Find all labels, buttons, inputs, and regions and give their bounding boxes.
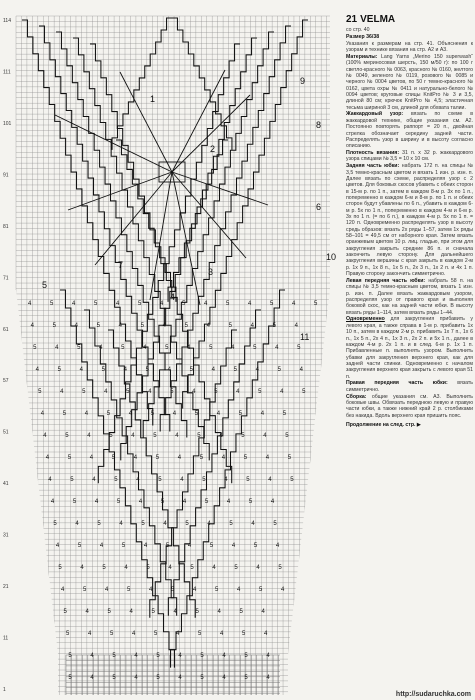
cell-symbol: 4 — [211, 367, 215, 373]
row-number: 41 — [3, 481, 9, 488]
assembly-text: общие указания см. А3. Выполнить боковые швы. Обвязать переднюю левую и правую части юбки, а также нижний край 2 р. столбиками без накида. Вдоль верхнего края пришить пояс. — [346, 393, 473, 419]
cell-symbol: 5 — [146, 565, 150, 571]
cell-symbol: 5 — [277, 367, 281, 373]
cell-symbol: 5 — [244, 653, 248, 659]
cell-symbol: 4 — [55, 543, 60, 549]
cell-symbol: 4 — [128, 411, 133, 417]
cell-symbol: 4 — [50, 499, 55, 505]
cell-symbol: 5 — [297, 345, 301, 351]
cell-symbol: 4 — [168, 565, 172, 571]
cell-symbol: 5 — [150, 411, 155, 417]
cell-symbol: 4 — [219, 433, 223, 439]
left-front-text: набрать 58 п. на спицы № 3,5 темно-красным цветом, вязать 1 изн. р. изн. п. Далее вязать жаккардовым узором, распределяя узор от правого края и выполняя боковой скос, как на задней части юбки. В высоту вязать ряды 1–114, затем вязать ряды 1–44. — [346, 277, 473, 316]
size-label: Размер — [346, 33, 365, 40]
cell-symbol: 4 — [74, 323, 78, 329]
cell-symbol: 5 — [97, 521, 101, 527]
cell-symbol: 4 — [192, 389, 196, 395]
cell-symbol: 4 — [187, 543, 192, 549]
cell-symbol: 4 — [60, 587, 65, 593]
cell-symbol: 5 — [126, 587, 131, 593]
cell-symbol: 5 — [285, 433, 289, 439]
cell-symbol: 5 — [112, 653, 116, 659]
size-value: 36/38 — [366, 33, 380, 40]
cell-symbol: 5 — [109, 433, 113, 439]
pattern-header — [346, 14, 473, 26]
cell-symbol: 5 — [239, 609, 243, 615]
cell-symbol: 4 — [264, 631, 268, 637]
cell-symbol: 5 — [58, 565, 62, 571]
cell-symbol: 5 — [66, 631, 70, 637]
cell-symbol: 5 — [209, 543, 214, 549]
cell-symbol: 4 — [148, 389, 152, 395]
cell-symbol: 4 — [206, 323, 210, 329]
jacquard-paragraph — [346, 111, 473, 149]
cell-symbol: 5 — [77, 345, 81, 351]
cell-symbol: 4 — [129, 609, 133, 615]
pattern-number: 21 — [346, 14, 358, 25]
cell-symbol: 5 — [141, 521, 145, 527]
cell-symbol: 5 — [238, 411, 243, 417]
cell-symbol: 5 — [121, 345, 125, 351]
cell-symbol: 4 — [187, 345, 191, 351]
density-text: 31 п. x 32 р. жаккардового узора спицами № 3,5 = 10 x 10 см. — [346, 150, 473, 163]
pattern-title: VELMA — [360, 14, 396, 25]
cell-symbol: 5 — [82, 389, 86, 395]
cell-symbol: 4 — [28, 301, 32, 307]
cell-symbol: 4 — [134, 653, 138, 659]
cell-symbol: 4 — [124, 565, 128, 571]
cell-symbol: 4 — [222, 653, 226, 659]
motif-label: 11 — [300, 332, 310, 342]
cell-symbol: 5 — [185, 521, 189, 527]
cell-symbol: 5 — [273, 521, 277, 527]
cell-symbol: 5 — [138, 301, 142, 307]
back-text: набрать 172 п. на спицы № 3,5 темно-красным цветом и вязать 1 изн. р. изн. п. Далее вязать по схеме, распределяя узор с 2 цветов. Для боковых скосов убавить с обеих сторон в 15-м р. по 1 п., затем в каждом 8-м р. 3x по 1 п., попеременно в каждом 6-м и 8-м р. по 1 п. и обеих сторон будут убавлены по 6 п., убавить в каждом 6-м р. 5x по 1 п., попеременно в каждом 4-м и 6-м р. 3x по 1 п. (= по 6 п.), в каждом 4-м р. 5x по 1 п. = 120 п. Одновременно распределять узор в высоту средь образов: вязать 2x ряды 1–57, затем 1x ряды 58–101 = 49,5 см от наборного края. Затем вязать оранжевым цветом 10 р. лиц. гладью, при этом для закругления закрыть средние 86 п. и сначала закончить левую сторону. Для дальнейшего закругления вершины с края закрыть в каждом 2-м р. 1x 9 п., 1x 8 п., 1x 5 п., 2x 3 п., 1x 2 п. и 4x 1 п. Правую сторону закончить симметрично. — [346, 163, 473, 278]
cell-symbol: 4 — [217, 609, 221, 615]
cell-symbol: 5 — [234, 565, 238, 571]
cell-symbol: 5 — [151, 609, 155, 615]
motif-label: 4 — [170, 292, 176, 302]
left-front-label: Левая передняя часть юбки: — [346, 277, 426, 284]
cell-symbol: 5 — [195, 609, 199, 615]
cell-symbol: 4 — [220, 631, 224, 637]
cell-symbol: 4 — [176, 631, 180, 637]
right-front-paragraph — [346, 380, 473, 393]
cell-symbol: 5 — [156, 675, 160, 681]
cell-symbol: 5 — [106, 411, 111, 417]
cell-symbol: 5 — [110, 631, 114, 637]
cell-symbol: 5 — [72, 499, 77, 505]
motif-label: 3 — [208, 267, 214, 277]
cell-symbol: 4 — [48, 477, 52, 483]
cell-symbol: 4 — [299, 367, 303, 373]
cell-symbol: 5 — [253, 345, 257, 351]
cell-symbol: 4 — [136, 477, 140, 483]
symmetry-paragraph — [346, 316, 473, 379]
cell-symbol: 4 — [180, 477, 184, 483]
cell-symbol: 5 — [253, 543, 258, 549]
cell-symbol: 4 — [88, 631, 92, 637]
cell-symbol: 4 — [292, 301, 296, 307]
cell-symbol: 4 — [178, 675, 182, 681]
cell-symbol: 5 — [242, 631, 246, 637]
cell-symbol: 4 — [251, 521, 255, 527]
cell-symbol: 5 — [154, 631, 158, 637]
cell-symbol: 4 — [162, 323, 166, 329]
size-line — [346, 34, 473, 40]
cell-symbol: 4 — [40, 411, 45, 417]
cell-symbol: 4 — [134, 675, 138, 681]
motif-label: 9 — [300, 76, 306, 86]
row-number: 57 — [3, 378, 9, 385]
cell-symbol: 5 — [258, 587, 263, 593]
cell-symbol: 4 — [104, 587, 109, 593]
motif-label: 8 — [316, 120, 322, 130]
cell-symbol: 5 — [278, 565, 282, 571]
cell-symbol: 4 — [75, 521, 79, 527]
cell-symbol: 4 — [123, 367, 127, 373]
cell-symbol: 4 — [204, 301, 208, 307]
right-front-label: Правая передняя часть юбки: — [346, 380, 448, 387]
hem-band — [66, 655, 280, 695]
cell-symbol: 4 — [266, 653, 270, 659]
cell-symbol: 4 — [175, 433, 179, 439]
cell-symbol: 4 — [221, 455, 226, 461]
cell-symbol: 5 — [65, 433, 69, 439]
cell-symbol: 5 — [57, 367, 61, 373]
jacquard-label: Жаккардовый узор: — [346, 111, 404, 118]
left-front-paragraph — [346, 278, 473, 316]
cell-symbol: 4 — [250, 323, 254, 329]
cell-symbol: 4 — [270, 499, 275, 505]
cell-symbol: 5 — [70, 477, 74, 483]
cell-symbol: 4 — [263, 433, 267, 439]
cell-symbol: 5 — [63, 609, 67, 615]
cell-symbol: 5 — [204, 499, 209, 505]
cell-symbol: 4 — [99, 543, 104, 549]
cell-symbol: 4 — [207, 521, 211, 527]
cell-symbol: 4 — [266, 675, 270, 681]
cell-symbol: 5 — [200, 675, 204, 681]
cell-symbol: 4 — [94, 499, 99, 505]
cell-symbol: 5 — [38, 389, 42, 395]
cell-symbol: 4 — [160, 301, 164, 307]
cell-symbol: 4 — [182, 499, 187, 505]
motif-label: 6 — [316, 202, 322, 212]
cell-symbol: 5 — [155, 455, 160, 461]
row-number: 21 — [3, 584, 9, 591]
cell-symbol: 5 — [270, 301, 274, 307]
cell-symbol: 4 — [138, 499, 143, 505]
cell-symbol: 5 — [53, 521, 57, 527]
cell-symbol: 4 — [216, 411, 221, 417]
cell-symbol: 5 — [189, 367, 193, 373]
cell-symbol: 4 — [148, 587, 153, 593]
cell-symbol: 5 — [68, 675, 72, 681]
cell-symbol: 4 — [60, 389, 64, 395]
cell-symbol: 5 — [209, 345, 213, 351]
row-number: 11 — [3, 635, 9, 642]
row-number: 101 — [3, 120, 12, 127]
cell-symbol: 5 — [258, 389, 262, 395]
motif-label: 10 — [326, 252, 337, 262]
see-page: со стр. 40 — [346, 27, 370, 33]
materials-text: Lang Yarns „Merino 150 superwash“ (100% мериносовая шерсть, 150 м/50 г): по 100 г светло-красного № 0063, красного № 0160, желтого № 0049, зеленого № 0119, розового № 0085 и черного № 0004 цветов, по 50 г темно-красного № 0162, цвета охры № 0411 и натурально-белого № 0094 цветов; круговые спицы KnitPro № 3 и 3,5, длиной 80 см; крючок KnitPro № 4,5; эластичная тесьма шириной 3 см, длиной для обхвата талии. — [346, 53, 473, 111]
pattern-instructions — [346, 14, 473, 694]
cell-symbol: 4 — [255, 367, 259, 373]
cell-symbol: 4 — [104, 389, 108, 395]
cell-symbol: 5 — [145, 367, 149, 373]
cell-symbol: 4 — [45, 455, 50, 461]
cell-symbol: 5 — [200, 653, 204, 659]
cell-symbol: 4 — [92, 477, 96, 483]
cell-symbol: 4 — [133, 455, 138, 461]
cell-symbol: 5 — [153, 433, 157, 439]
cell-symbol: 4 — [231, 345, 235, 351]
cell-symbol: 5 — [170, 587, 175, 593]
cell-symbol: 5 — [290, 477, 294, 483]
cell-symbol: 5 — [94, 301, 98, 307]
cell-symbol: 5 — [77, 543, 82, 549]
materials-paragraph — [346, 54, 473, 111]
cell-symbol: 4 — [163, 521, 167, 527]
cell-symbol: 4 — [236, 587, 241, 593]
cell-symbol: 5 — [233, 367, 237, 373]
continued-note: Продолжение на след. стр. ▶ — [346, 421, 421, 428]
cell-symbol: 4 — [89, 455, 94, 461]
assembly-label: Сборка: — [346, 393, 367, 400]
cell-symbol: 5 — [114, 477, 118, 483]
symmetry-text: для закругления прибавить у левого края, а также справа в 1-м р. прибавить 1x 10 п., затем в каждом 2-м р. прибавить 1x 7 п., 1x 6 п., 1x 5 п., 2x 4 п., 1x 3 п., 2x 2 п. и 5x 1 п., далее в каждом 4-м р. 2x 1 п. и в след. 6-м р. 1x 1 п. Прибавленные п. выполнять узором. Выполнить убавки для закругления верхнего края, как для задней части спинки. Одновременно с началом закругления верхнего края закрыть с левого края 51 п. — [346, 316, 473, 380]
row-number: 114 — [3, 18, 11, 24]
cell-symbol: 5 — [111, 455, 116, 461]
cell-symbol: 5 — [190, 565, 194, 571]
cell-symbol: 5 — [214, 587, 219, 593]
cell-symbol: 5 — [282, 411, 287, 417]
motif-label: 2 — [210, 144, 216, 154]
cell-symbol: 4 — [261, 609, 265, 615]
cell-symbol: 5 — [287, 455, 292, 461]
cell-symbol: 5 — [96, 323, 100, 329]
cell-symbol: 5 — [272, 323, 276, 329]
row-number: 111 — [3, 69, 11, 76]
cell-symbol: 5 — [68, 653, 72, 659]
chart-grid — [16, 16, 330, 695]
cell-symbol: 5 — [121, 543, 126, 549]
cell-symbol: 4 — [72, 301, 76, 307]
cell-symbol: 4 — [85, 609, 89, 615]
cell-symbol: 4 — [131, 433, 135, 439]
row-number: 61 — [3, 326, 9, 333]
density-paragraph — [346, 150, 473, 163]
row-number: 81 — [3, 223, 9, 230]
cell-symbol: 5 — [165, 543, 170, 549]
cell-symbol: 4 — [35, 367, 39, 373]
cell-symbol: 5 — [202, 477, 206, 483]
cell-symbol: 5 — [160, 499, 165, 505]
cell-symbol: 4 — [212, 565, 216, 571]
chart-outer-mask — [0, 290, 345, 700]
cell-symbol: 4 — [43, 433, 47, 439]
cell-symbol: 5 — [246, 477, 250, 483]
cell-symbol: 4 — [99, 345, 103, 351]
cell-symbol: 4 — [173, 609, 177, 615]
cell-symbol: 4 — [119, 521, 123, 527]
cell-symbol: 5 — [241, 433, 245, 439]
cell-symbol: 4 — [90, 653, 94, 659]
cell-symbol: 5 — [82, 587, 87, 593]
cell-symbol: 4 — [87, 433, 91, 439]
cell-symbol: 5 — [226, 301, 230, 307]
cell-symbol: 4 — [30, 323, 34, 329]
cell-symbol: 4 — [90, 675, 94, 681]
cell-symbol: 5 — [52, 323, 56, 329]
cell-symbol: 4 — [294, 323, 298, 329]
cell-symbol: 4 — [236, 389, 240, 395]
cell-symbol: 4 — [143, 543, 148, 549]
cell-symbol: 5 — [165, 345, 169, 351]
cell-symbol: 5 — [199, 455, 204, 461]
row-number: 71 — [3, 275, 9, 282]
cell-symbol: 4 — [80, 565, 84, 571]
cell-symbol: 4 — [118, 323, 122, 329]
motif-label: 1 — [150, 94, 156, 104]
cell-symbol: 4 — [275, 345, 279, 351]
cell-symbol: 4 — [256, 565, 260, 571]
row-number: 31 — [3, 532, 9, 539]
cell-symbol: 5 — [243, 455, 248, 461]
cell-symbol: 4 — [268, 477, 272, 483]
cell-symbol: 4 — [265, 455, 270, 461]
cell-symbol: 4 — [280, 389, 284, 395]
cell-symbol: 4 — [55, 345, 59, 351]
cell-symbol: 4 — [177, 455, 182, 461]
watermark: http://sudaruchka.com — [395, 691, 471, 698]
cell-symbol: 4 — [178, 653, 182, 659]
cell-symbol: 4 — [275, 543, 280, 549]
cell-symbol: 4 — [116, 301, 120, 307]
cell-symbol: 5 — [62, 411, 67, 417]
cell-symbol: 5 — [101, 367, 105, 373]
cell-symbol: 4 — [222, 675, 226, 681]
cell-symbol: 5 — [126, 389, 130, 395]
cell-symbol: 5 — [244, 675, 248, 681]
assembly-paragraph — [346, 394, 473, 419]
symmetry-label: Одновременно — [346, 316, 385, 323]
cell-symbol: 5 — [107, 609, 111, 615]
row-number: 51 — [3, 429, 9, 436]
cell-symbol: 4 — [231, 543, 236, 549]
cell-symbol: 5 — [214, 389, 218, 395]
cell-symbol: 4 — [79, 367, 83, 373]
back-label: Задняя часть юбки: — [346, 163, 400, 170]
cell-symbol: 4 — [84, 411, 89, 417]
cell-symbol: 5 — [50, 301, 54, 307]
cell-symbol: 5 — [314, 301, 318, 307]
cell-symbol: 5 — [184, 323, 188, 329]
cell-symbol: 5 — [33, 345, 37, 351]
cell-symbol: 4 — [226, 499, 231, 505]
density-label: Плотность вязания: — [346, 150, 400, 157]
motif-label: 7 — [118, 260, 124, 270]
cell-symbol: 5 — [158, 477, 162, 483]
cell-symbol: 5 — [302, 389, 306, 395]
cell-symbol: 5 — [67, 455, 72, 461]
cell-symbol: 4 — [280, 587, 285, 593]
cell-symbol: 5 — [102, 565, 106, 571]
intro-paragraph: Указания к размерам на стр. 41. Объяснения к узорам и технике вязания на стр. А2 и А3. — [346, 40, 473, 54]
cell-symbol: 5 — [116, 499, 121, 505]
cell-symbol: 5 — [198, 631, 202, 637]
cell-symbol: 5 — [112, 675, 116, 681]
row-number: 91 — [3, 172, 9, 179]
motif-label: 5 — [42, 280, 48, 290]
cell-symbol: 5 — [197, 433, 201, 439]
cell-symbol: 5 — [170, 389, 174, 395]
cell-symbol: 5 — [156, 653, 160, 659]
cell-symbol: 5 — [140, 323, 144, 329]
row-number: 1 — [3, 687, 6, 693]
cell-symbol: 4 — [248, 301, 252, 307]
cell-symbol: 4 — [167, 367, 171, 373]
back-paragraph — [346, 163, 473, 277]
cell-symbol: 5 — [248, 499, 253, 505]
cell-symbol: 4 — [260, 411, 265, 417]
materials-label: Материалы: — [346, 53, 378, 60]
cell-symbol: 4 — [224, 477, 228, 483]
cell-symbol: 4 — [172, 411, 177, 417]
right-front-text: вязать симметрично. — [346, 380, 473, 393]
cell-symbol: 4 — [192, 587, 197, 593]
cell-symbol: 5 — [229, 521, 233, 527]
jacquard-text: вязать по схеме в жаккардовой технике, общие указания см. А2. Постоянно повторять раппорт = 20 п., двойная стрелка обозначает середину задней части. Распределять узор в ширину и в высоту согласно описанию. — [346, 111, 473, 150]
cell-symbol: 5 — [228, 323, 232, 329]
cell-symbol: 4 — [143, 345, 147, 351]
cell-symbols — [28, 301, 318, 681]
cell-symbol: 5 — [194, 411, 199, 417]
cell-symbol: 5 — [182, 301, 186, 307]
cell-symbol: 4 — [132, 631, 136, 637]
